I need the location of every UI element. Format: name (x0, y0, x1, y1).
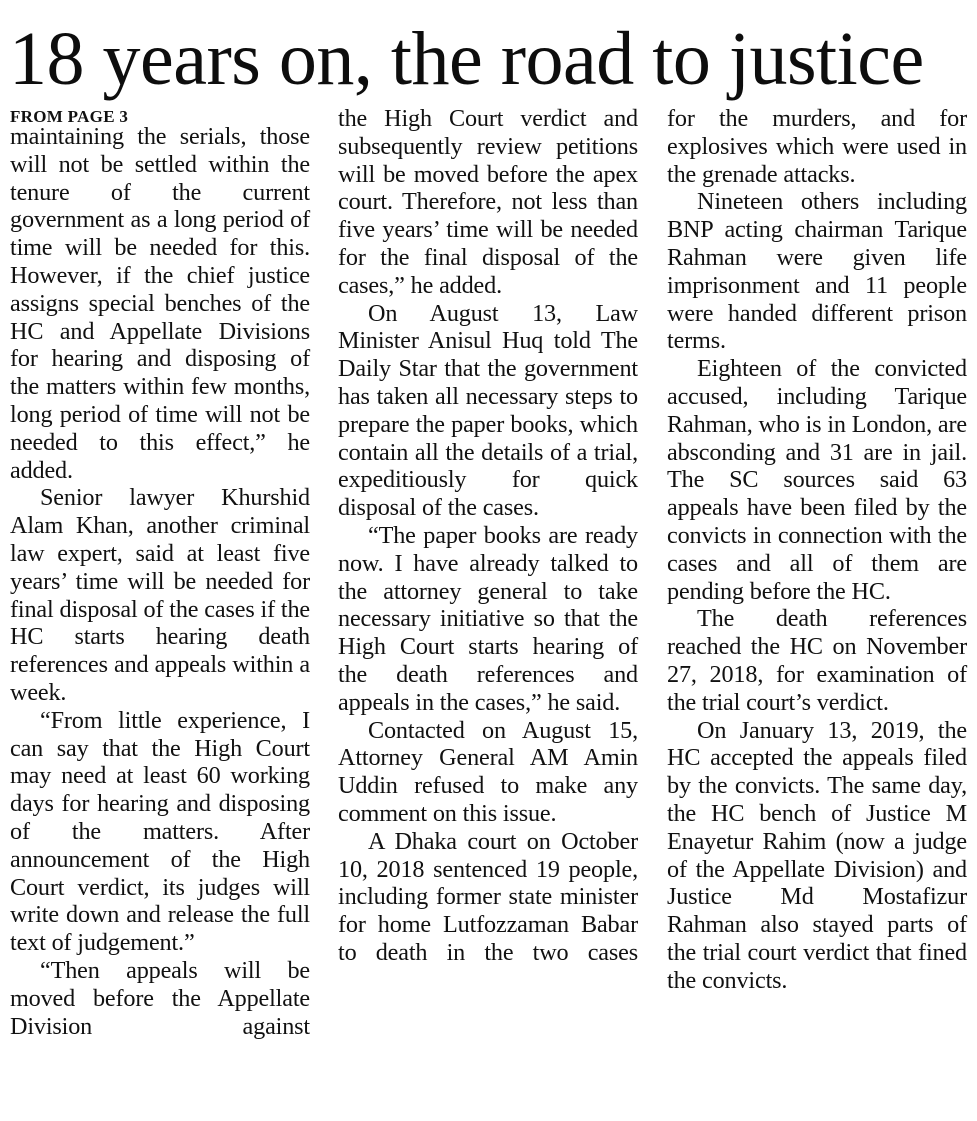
paragraph: maintaining the serials, those will not be settled within the tenure of the current government as a long period of time will be needed for this. However, if the chief justice assigns special benches of the HC and Appellate Divisions for hearing and disposing of the matters within few months, long period of time will not be needed to this effect,” he added. (10, 123, 310, 484)
paragraph: Eighteen of the convicted accused, including Tarique Rahman, who is in London, are absconding and 31 are in jail. The SC sources said 63 appeals have been filed by the convicts in connection with the cases and all of them are pending before the HC. (667, 355, 967, 605)
paragraph: Nineteen others including BNP acting chairman Tarique Rahman were given life imprisonment and 11 people were handed different prison terms. (667, 188, 967, 355)
article-column-3 (667, 105, 967, 995)
paragraph: Senior lawyer Khurshid Alam Khan, another criminal law expert, said at least five years’ time will be needed for final disposal of the cases if the HC starts hearing death references and appeals within a week. (10, 484, 310, 706)
article-column-2 (338, 105, 638, 967)
paragraph: “From little experience, I can say that the High Court may need at least 60 working days for hearing and disposing of the matters. After announcement of the High Court verdict, its judges will write down and release the full text of judgement.” (10, 706, 310, 957)
paragraph: “The paper books are ready now. I have already talked to the attorney general to take necessary initiative so that the High Court starts hearing of the death references and appeals in the cases,” he said. (338, 521, 638, 716)
paragraph: A Dhaka court on October 10, 2018 sentenced 19 people, including former state minister for home Lutfozzaman Babar to death in the two cases (338, 827, 638, 966)
article-column-1 (10, 105, 310, 1040)
paragraph: On August 13, Law Minister Anisul Huq told The Daily Star that the government has taken all necessary steps to prepare the paper books, which contain all the details of a trial, expeditiously for quick disposal of the cases. (338, 299, 638, 522)
continuation-kicker: FROM PAGE 3 (10, 107, 129, 126)
paragraph: The death references reached the HC on November 27, 2018, for examination of the trial court’s verdict. (667, 605, 967, 716)
headline: 18 years on, the road to justice (9, 17, 924, 101)
paragraph: On January 13, 2019, the HC accepted the appeals filed by the convicts. The same day, the HC bench of Justice M Enayetur Rahim (now a judge of the Appellate Division) and Justice Md Mostafizur Rahman also stayed parts of the trial court verdict that fined the convicts. (667, 716, 967, 994)
paragraph: the High Court verdict and subsequently review petitions will be moved before the apex court. Therefore, not less than five years’ time will be needed for the final disposal of the cases,” he added. (338, 105, 638, 299)
paragraph: for the murders, and for explosives which were used in the grenade attacks. (667, 105, 967, 188)
paragraph: Contacted on August 15, Attorney General AM Amin Uddin refused to make any comment on this issue. (338, 716, 638, 827)
paragraph: “Then appeals will be moved before the Appellate Division against (10, 956, 310, 1040)
